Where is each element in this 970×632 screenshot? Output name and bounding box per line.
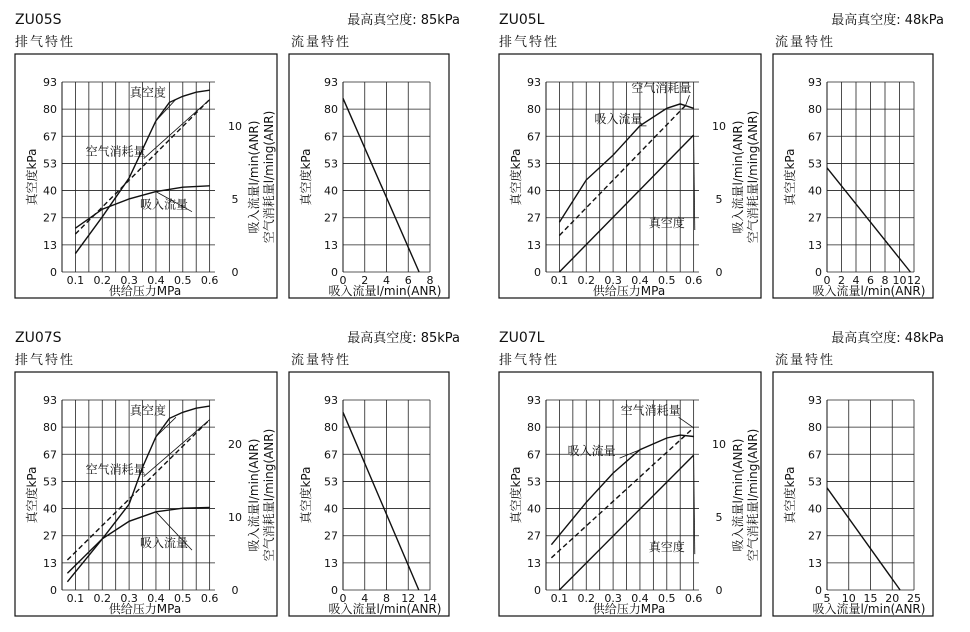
y-tick-label: 13 xyxy=(43,556,57,570)
model-name: ZU07S xyxy=(15,330,62,346)
y-tick-label: 67 xyxy=(43,448,57,462)
y-tick-label: 93 xyxy=(808,394,822,407)
y-tick-label: 0 xyxy=(534,584,541,597)
x-tick-label: 0 xyxy=(339,592,347,605)
flow-chart-frame xyxy=(773,54,933,298)
y-tick-label: 40 xyxy=(43,502,57,516)
x-tick-label: 0.4 xyxy=(631,274,649,287)
series-label: 吸入流量 xyxy=(139,197,189,212)
right-axis-label-air: 空气消耗量l/ming(ANR) xyxy=(262,110,276,244)
y-tick-label: 80 xyxy=(527,421,541,435)
y-tick-label: 53 xyxy=(43,157,57,171)
flow-y-axis-label: 真空度kPa xyxy=(299,148,313,206)
x-tick-label: 0.6 xyxy=(200,274,219,287)
y-tick-label: 27 xyxy=(808,211,822,225)
x-tick-label: 6 xyxy=(867,274,874,287)
y-tick-label: 93 xyxy=(527,76,541,89)
exhaust-chart-frame xyxy=(499,54,761,298)
x-tick-label: 0.1 xyxy=(550,274,569,287)
y-tick-label: 27 xyxy=(808,529,822,543)
x-tick-label: 15 xyxy=(863,592,878,605)
series-label: 吸入流量 xyxy=(139,536,189,551)
series-label: 空气消耗量 xyxy=(620,403,681,418)
y-tick-label: 13 xyxy=(324,556,338,570)
max-vacuum: 最高真空度: 85kPa xyxy=(347,13,460,28)
y-tick-label: 93 xyxy=(527,394,541,407)
flow-y-axis-label: 真空度kPa xyxy=(299,466,313,524)
x-tick-label: 2 xyxy=(361,274,369,287)
flow-chart-frame xyxy=(289,54,449,298)
x-tick-label: 0.6 xyxy=(200,592,219,605)
y-tick-label: 67 xyxy=(324,448,338,462)
y-tick-label: 80 xyxy=(324,103,338,117)
flow-title: 流量特性 xyxy=(775,35,836,50)
series-label: 真空度 xyxy=(129,403,166,418)
y-tick-label: 0 xyxy=(50,266,57,279)
x-tick-label: 0.4 xyxy=(147,274,165,287)
y-tick-label: 67 xyxy=(808,448,822,462)
max-vacuum: 最高真空度: 48kPa xyxy=(831,331,944,346)
label-leader xyxy=(144,100,210,159)
x-tick-label: 0.5 xyxy=(174,592,192,605)
right-tick-label: 5 xyxy=(231,192,239,206)
y-tick-label: 67 xyxy=(527,448,541,462)
y-tick-label: 53 xyxy=(527,157,541,171)
y-tick-label: 27 xyxy=(43,211,57,225)
y-tick-label: 13 xyxy=(808,238,822,252)
y-tick-label: 40 xyxy=(527,502,541,516)
right-tick-label: 0 xyxy=(715,584,723,597)
y-tick-label: 0 xyxy=(815,266,822,279)
x-tick-label: 12 xyxy=(907,274,921,287)
series-label: 真空度 xyxy=(129,85,166,100)
y-tick-label: 27 xyxy=(527,211,541,225)
y-tick-label: 93 xyxy=(324,394,338,407)
x-tick-label: 0.6 xyxy=(684,274,703,287)
series-label: 吸入流量 xyxy=(594,111,643,126)
right-tick-label: 0 xyxy=(715,266,723,279)
right-axis-label-air: 空气消耗量l/ming(ANR) xyxy=(262,428,276,562)
x-tick-label: 0.1 xyxy=(550,592,569,605)
right-axis-label-air: 空气消耗量l/ming(ANR) xyxy=(746,110,760,244)
flow-x-axis-label: 吸入流量l/min(ANR) xyxy=(812,284,926,298)
flow-y-axis-label: 真空度kPa xyxy=(783,148,797,206)
max-vacuum: 最高真空度: 85kPa xyxy=(347,331,460,346)
x-tick-label: 0.2 xyxy=(93,592,112,605)
y-tick-label: 93 xyxy=(324,76,338,89)
x-tick-label: 0.5 xyxy=(658,592,676,605)
x-tick-label: 4 xyxy=(852,274,860,287)
y-tick-label: 27 xyxy=(324,211,338,225)
x-tick-label: 6 xyxy=(404,274,412,287)
y-tick-label: 80 xyxy=(324,421,338,435)
y-tick-label: 53 xyxy=(43,475,57,489)
x-tick-label: 0.3 xyxy=(604,592,622,605)
model-name: ZU07L xyxy=(499,330,545,346)
x-tick-label: 4 xyxy=(383,274,390,287)
series-label: 空气消耗量 xyxy=(85,462,146,477)
y-tick-label: 80 xyxy=(43,103,57,117)
x-tick-label: 20 xyxy=(885,592,900,605)
x-tick-label: 0.2 xyxy=(577,274,596,287)
flow-series-line xyxy=(343,98,419,272)
x-tick-label: 0.1 xyxy=(66,274,85,287)
y-tick-label: 13 xyxy=(324,238,338,252)
y-tick-label: 93 xyxy=(43,394,57,407)
right-tick-label: 5 xyxy=(715,510,723,524)
y-tick-label: 27 xyxy=(324,529,338,543)
flow-series-line xyxy=(343,412,419,590)
x-tick-label: 2 xyxy=(838,274,845,287)
exhaust-title: 排气特性 xyxy=(499,353,560,368)
x-tick-label: 0.4 xyxy=(147,592,165,605)
y-tick-label: 93 xyxy=(43,76,57,89)
panel-zu05s xyxy=(15,12,460,298)
y-tick-label: 40 xyxy=(43,184,57,198)
series-label: 空气消耗量 xyxy=(631,81,692,96)
flow-title: 流量特性 xyxy=(775,353,836,368)
y-tick-label: 0 xyxy=(331,584,338,597)
y-tick-label: 0 xyxy=(815,584,822,597)
flow-chart-frame xyxy=(289,372,449,616)
y-tick-label: 80 xyxy=(527,103,541,117)
y-tick-label: 53 xyxy=(324,157,338,171)
x-tick-label: 4 xyxy=(361,592,369,605)
x-tick-label: 0.5 xyxy=(174,274,192,287)
x-tick-label: 0.2 xyxy=(577,592,596,605)
label-leader xyxy=(686,95,690,105)
x-tick-label: 0.3 xyxy=(604,274,622,287)
exhaust-y-axis-label: 真空度kPa xyxy=(509,466,523,524)
x-tick-label: 0.1 xyxy=(66,592,85,605)
y-tick-label: 40 xyxy=(527,184,541,198)
flow-title: 流量特性 xyxy=(291,35,352,50)
right-axis-label-flow: 吸入流量l/min(ANR) xyxy=(247,438,261,552)
flow-x-axis-label: 吸入流量l/min(ANR) xyxy=(812,602,926,616)
right-tick-label: 10 xyxy=(712,437,726,451)
label-leader xyxy=(144,420,210,477)
y-tick-label: 13 xyxy=(808,556,822,570)
y-tick-label: 67 xyxy=(808,130,822,144)
right-axis-label-flow: 吸入流量l/min(ANR) xyxy=(731,438,745,552)
label-leader xyxy=(679,417,694,427)
right-axis-label-flow: 吸入流量l/min(ANR) xyxy=(247,120,261,234)
y-tick-label: 40 xyxy=(808,502,822,516)
x-tick-label: 0 xyxy=(823,274,831,287)
y-tick-label: 93 xyxy=(808,76,822,89)
model-name: ZU05S xyxy=(15,12,62,28)
y-tick-label: 40 xyxy=(324,502,338,516)
series-label: 真空度 xyxy=(648,216,685,231)
model-name: ZU05L xyxy=(499,12,545,28)
y-tick-label: 53 xyxy=(324,475,338,489)
exhaust-x-axis-label: 供给压力MPa xyxy=(108,284,182,298)
y-tick-label: 0 xyxy=(331,266,338,279)
right-tick-label: 0 xyxy=(231,584,239,597)
right-tick-label: 20 xyxy=(228,437,242,451)
x-tick-label: 12 xyxy=(401,592,416,605)
right-tick-label: 0 xyxy=(231,266,239,279)
x-tick-label: 5 xyxy=(823,592,831,605)
panel-zu05l xyxy=(499,12,944,298)
y-tick-label: 80 xyxy=(808,421,822,435)
y-tick-label: 13 xyxy=(527,556,541,570)
flow-y-axis-label: 真空度kPa xyxy=(783,466,797,524)
series-label: 吸入流量 xyxy=(567,444,616,459)
x-tick-label: 0.4 xyxy=(631,592,649,605)
y-tick-label: 67 xyxy=(527,130,541,144)
panel-zu07l xyxy=(499,330,944,616)
x-tick-label: 8 xyxy=(881,274,889,287)
right-tick-label: 10 xyxy=(228,510,242,524)
y-tick-label: 53 xyxy=(808,475,822,489)
exhaust-title: 排气特性 xyxy=(499,35,560,50)
y-tick-label: 67 xyxy=(43,130,57,144)
y-tick-label: 40 xyxy=(324,184,338,198)
flow-series-line xyxy=(827,168,910,272)
right-axis-label-flow: 吸入流量l/min(ANR) xyxy=(731,120,745,234)
y-tick-label: 27 xyxy=(527,529,541,543)
exhaust-x-axis-label: 供给压力MPa xyxy=(592,602,666,616)
x-tick-label: 0 xyxy=(339,274,347,287)
exhaust-y-axis-label: 真空度kPa xyxy=(25,466,39,524)
exhaust-x-axis-label: 供给压力MPa xyxy=(592,284,666,298)
y-tick-label: 27 xyxy=(43,529,57,543)
exhaust-x-axis-label: 供给压力MPa xyxy=(108,602,182,616)
right-tick-label: 10 xyxy=(712,119,726,133)
x-tick-label: 8 xyxy=(383,592,390,605)
series-label: 真空度 xyxy=(648,540,685,555)
y-tick-label: 13 xyxy=(527,238,541,252)
y-tick-label: 0 xyxy=(50,584,57,597)
y-tick-label: 53 xyxy=(527,475,541,489)
x-tick-label: 0.2 xyxy=(93,274,112,287)
y-tick-label: 53 xyxy=(808,157,822,171)
y-tick-label: 40 xyxy=(808,184,822,198)
flow-series-line xyxy=(827,488,900,590)
series-label: 空气消耗量 xyxy=(85,144,146,159)
max-vacuum: 最高真空度: 48kPa xyxy=(831,13,944,28)
flow-title: 流量特性 xyxy=(291,353,352,368)
flow-x-axis-label: 吸入流量l/min(ANR) xyxy=(328,602,442,616)
y-tick-label: 67 xyxy=(324,130,338,144)
label-leader xyxy=(156,99,176,121)
x-tick-label: 10 xyxy=(892,274,907,287)
exhaust-title: 排气特性 xyxy=(15,353,76,368)
y-tick-label: 13 xyxy=(43,238,57,252)
y-tick-label: 80 xyxy=(808,103,822,117)
y-tick-label: 0 xyxy=(534,266,541,279)
x-tick-label: 0.5 xyxy=(658,274,676,287)
exhaust-title: 排气特性 xyxy=(15,35,76,50)
flow-x-axis-label: 吸入流量l/min(ANR) xyxy=(328,284,442,298)
x-tick-label: 0.3 xyxy=(120,274,138,287)
y-tick-label: 80 xyxy=(43,421,57,435)
x-tick-label: 25 xyxy=(907,592,921,605)
right-tick-label: 10 xyxy=(228,119,242,133)
exhaust-y-axis-label: 真空度kPa xyxy=(509,148,523,206)
x-tick-label: 14 xyxy=(423,592,437,605)
flow-chart-frame xyxy=(773,372,933,616)
panel-zu07s xyxy=(15,330,460,616)
exhaust-y-axis-label: 真空度kPa xyxy=(25,148,39,206)
right-tick-label: 5 xyxy=(715,192,723,206)
x-tick-label: 0.3 xyxy=(120,592,138,605)
x-tick-label: 10 xyxy=(841,592,856,605)
x-tick-label: 8 xyxy=(426,274,434,287)
x-tick-label: 0.6 xyxy=(684,592,703,605)
right-axis-label-air: 空气消耗量l/ming(ANR) xyxy=(746,428,760,562)
